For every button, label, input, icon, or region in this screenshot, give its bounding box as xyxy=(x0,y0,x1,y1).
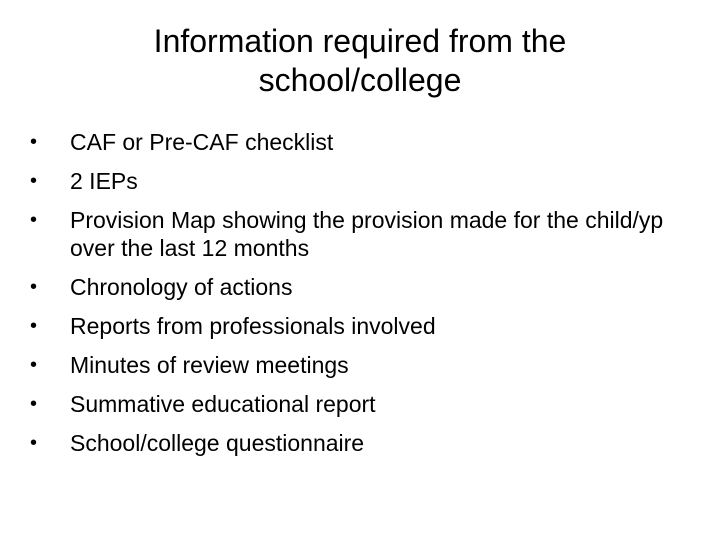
bullet-text: CAF or Pre-CAF checklist xyxy=(70,129,334,155)
bullet-icon: • xyxy=(30,170,38,192)
bullet-icon: • xyxy=(30,432,38,454)
bullet-list xyxy=(30,128,670,468)
bullet-text: Summative educational report xyxy=(70,391,376,417)
bullet-item-reports xyxy=(30,312,670,340)
bullet-text: 2 IEPs xyxy=(70,168,138,194)
bullet-item-chronology xyxy=(30,273,670,301)
bullet-icon: • xyxy=(30,209,38,231)
bullet-icon: • xyxy=(30,393,38,415)
slide-title xyxy=(40,22,680,100)
slide-title-line-1: Information required from the xyxy=(153,23,567,59)
slide-title-line-2: school/college xyxy=(258,62,462,99)
bullet-item-provision-map xyxy=(30,206,670,262)
bullet-text: Minutes of review meetings xyxy=(70,352,349,378)
bullet-icon: • xyxy=(30,131,38,153)
bullet-text: Provision Map showing the provision made for the child/yp over the last 12 months xyxy=(70,207,664,261)
bullet-item-ieps xyxy=(30,167,670,195)
bullet-item-caf-checklist xyxy=(30,128,670,156)
bullet-item-minutes xyxy=(30,351,670,379)
bullet-icon: • xyxy=(30,315,38,337)
bullet-text: School/college questionnaire xyxy=(70,430,365,456)
bullet-item-questionnaire xyxy=(30,429,670,457)
bullet-text: Chronology of actions xyxy=(70,274,293,300)
bullet-icon: • xyxy=(30,276,38,298)
bullet-text: Reports from professionals involved xyxy=(70,313,436,339)
bullet-icon: • xyxy=(30,354,38,376)
bullet-item-summative-report xyxy=(30,390,670,418)
